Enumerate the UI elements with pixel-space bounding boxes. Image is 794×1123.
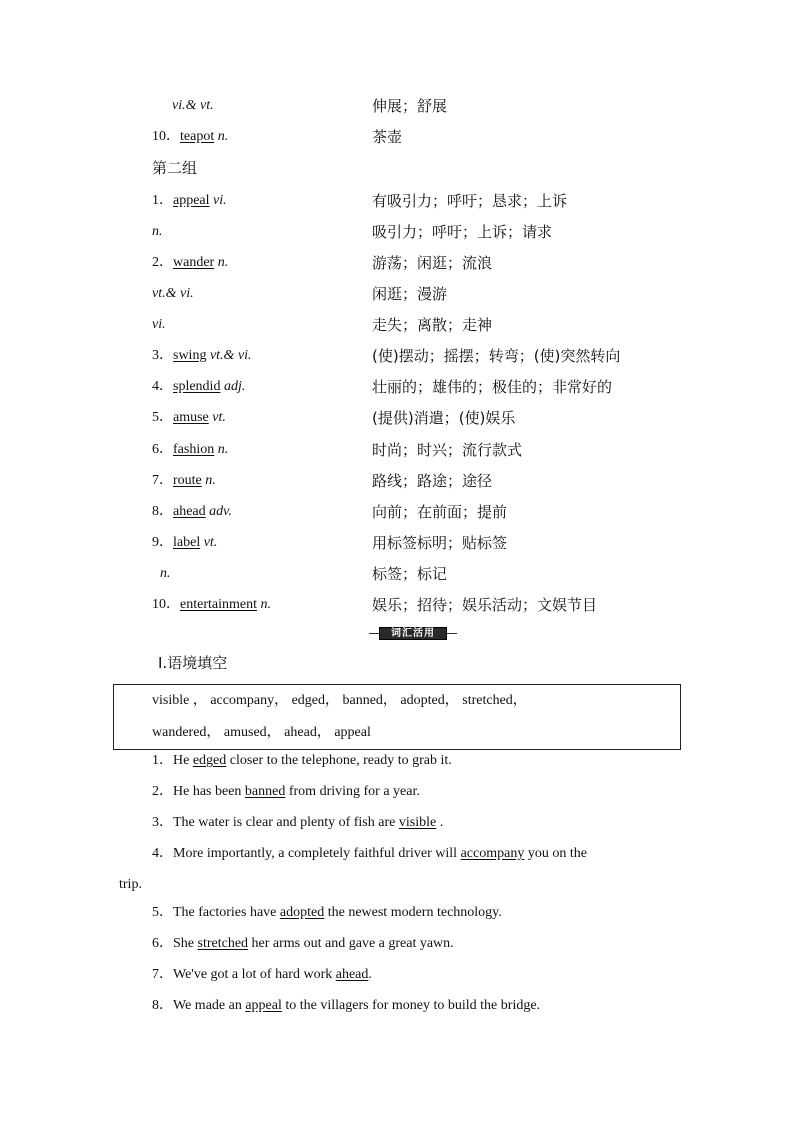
word-meaning: 游荡；闲逛；流浪 (372, 254, 493, 272)
vocab-row (0, 500, 794, 524)
vocab-row (0, 251, 794, 275)
exercise-item (152, 813, 443, 833)
sentence-text: We've got a lot of hard work (173, 967, 336, 982)
answer-blank: ahead (335, 967, 369, 982)
word-meaning: 吸引力；呼吁；上诉；请求 (372, 223, 553, 241)
vocab-entry (152, 189, 227, 213)
vocab-word: swing (173, 348, 207, 363)
vocab-row (0, 125, 794, 149)
vocab-entry (152, 469, 216, 493)
item-number: 7． (152, 967, 173, 982)
word-meaning: 壮丽的；雄伟的；极佳的；非常好的 (372, 378, 613, 396)
sentence-text: He has been (173, 784, 245, 799)
part-of-speech: n. (260, 597, 271, 612)
vocab-entry (152, 500, 232, 524)
part-of-speech: n. (205, 473, 216, 488)
vocab-row (0, 282, 794, 306)
vocab-entry (152, 406, 226, 430)
answer-blank: banned (244, 784, 286, 799)
vocab-row (0, 562, 794, 586)
answer-blank: accompany (460, 846, 525, 861)
word-meaning: 路线；路途；途径 (372, 472, 493, 490)
sentence-text: She (173, 936, 198, 951)
word-meaning: 娱乐；招待；娱乐活动；文娱节目 (372, 596, 598, 614)
vocab-word: label (173, 535, 201, 550)
vocab-entry (152, 438, 228, 462)
item-number: 1． (152, 193, 173, 208)
vocab-row (0, 438, 794, 462)
item-number: 6． (152, 936, 173, 951)
item-number: 10． (152, 129, 180, 144)
sentence-text: The factories have (173, 905, 280, 920)
item-number: 3． (152, 815, 173, 830)
vocab-row (0, 313, 794, 337)
vocab-word: teapot (180, 129, 215, 144)
vocab-entry (152, 125, 228, 149)
vocab-row (0, 375, 794, 399)
answer-blank: stretched (197, 936, 249, 951)
answer-blank: visible (398, 815, 437, 830)
group-heading: 第二组 (152, 159, 198, 177)
sentence-text: . (368, 967, 372, 982)
answer-blank: adopted (279, 905, 325, 920)
item-number: 2． (152, 255, 173, 270)
vocab-word: ahead (173, 504, 206, 519)
item-number: 9． (152, 535, 173, 550)
part-of-speech: n. (152, 224, 163, 239)
item-number: 8． (152, 504, 173, 519)
item-number: 10． (152, 597, 180, 612)
part-of-speech: vi. (213, 193, 227, 208)
part-of-speech: vt. (212, 410, 226, 425)
vocab-word: route (173, 473, 202, 488)
item-number: 8． (152, 998, 173, 1013)
vocab-row (0, 94, 794, 118)
vocab-row (0, 344, 794, 368)
exercise-item (152, 903, 502, 923)
word-meaning: 时尚；时兴；流行款式 (372, 441, 523, 459)
exercise-item (152, 965, 372, 985)
part-of-speech: n. (217, 255, 229, 270)
sentence-text: We made an (173, 998, 246, 1013)
item-number: 2． (152, 784, 173, 799)
vocab-word: fashion (173, 442, 215, 457)
word-bank-line: visible ， accompany， edged， banned， adopted， stretched， (152, 693, 527, 708)
vocab-word: appeal (173, 193, 210, 208)
item-number: 1． (152, 753, 173, 768)
vocab-entry (152, 531, 217, 555)
vocab-row (0, 469, 794, 493)
sentence-text: the newest modern technology. (324, 905, 502, 920)
part-of-speech: vi. (152, 317, 166, 332)
item-number: 5． (152, 410, 173, 425)
word-meaning: 有吸引力；呼吁；恳求；上诉 (372, 192, 568, 210)
word-meaning: 用标签标明；贴标签 (372, 534, 508, 552)
word-meaning: (提供)消遣；(使)娱乐 (372, 409, 516, 427)
item-number: 7． (152, 473, 173, 488)
word-meaning: 标签；标记 (372, 565, 448, 583)
sentence-text: He (173, 753, 193, 768)
sentence-part: More importantly, a completely faithful driver will (173, 846, 461, 861)
answer-blank: edged (192, 753, 227, 768)
sentence-text: from driving for a year. (285, 784, 420, 799)
sentence-part: you on the (524, 846, 587, 861)
item-number: 6． (152, 442, 173, 457)
word-bank-line: wandered， amused， ahead， appeal (152, 725, 371, 740)
vocab-row (0, 531, 794, 555)
word-meaning: (使)摆动；摇摆；转弯；(使)突然转向 (372, 347, 621, 365)
exercise-item (152, 934, 454, 954)
part-of-speech: n. (217, 442, 229, 457)
item-number: 4． (152, 379, 173, 394)
vocab-entry (152, 593, 271, 617)
exercise-item (152, 751, 452, 771)
item-number: 3． (152, 348, 173, 363)
part-of-speech: vt. (203, 535, 218, 550)
exercise-item (152, 782, 420, 802)
vocab-word: splendid (173, 379, 221, 394)
part-of-speech: vt.& vi. (152, 286, 194, 301)
answer-blank: appeal (245, 998, 282, 1013)
section-banner (369, 627, 457, 640)
part-of-speech: adj. (223, 379, 246, 394)
sentence-text: closer to the telephone, ready to grab it. (226, 753, 452, 768)
part-of-speech: n. (160, 566, 171, 581)
vocab-entry (152, 344, 252, 368)
part-of-speech: adv. (209, 504, 232, 519)
exercise-continuation: trip. (119, 877, 142, 892)
sentence-text: to the villagers for money to build the bridge. (281, 998, 541, 1013)
sentence-text: . (436, 815, 444, 830)
word-meaning: 伸展；舒展 (372, 97, 448, 115)
sentence-text: her arms out and gave a great yawn. (248, 936, 454, 951)
word-meaning: 走失；离散；走神 (372, 316, 493, 334)
vocab-row (0, 220, 794, 244)
vocab-word: wander (173, 255, 215, 270)
vocab-entry (152, 375, 245, 399)
section-title: Ⅰ.语境填空 (158, 654, 228, 672)
vocab-row (0, 593, 794, 617)
word-meaning: 闲逛；漫游 (372, 285, 448, 303)
sentence-text: The water is clear and plenty of fish are (173, 815, 399, 830)
banner-label: 词汇活用 (379, 627, 447, 640)
vocab-row (0, 189, 794, 213)
vocab-word: entertainment (180, 597, 257, 612)
item-number: 4． (152, 846, 173, 861)
item-number: 5． (152, 905, 173, 920)
part-of-speech: n. (217, 129, 229, 144)
part-of-speech: vi.& vt. (172, 98, 214, 113)
part-of-speech: vt.& vi. (209, 348, 252, 363)
vocab-row (0, 406, 794, 430)
exercise-item (152, 844, 672, 864)
vocab-word: amuse (173, 410, 209, 425)
exercise-item (152, 996, 540, 1016)
word-bank (113, 684, 681, 750)
word-meaning: 茶壶 (372, 128, 403, 146)
word-meaning: 向前；在前面；提前 (372, 503, 508, 521)
sentence-text (152, 844, 587, 864)
vocab-entry (152, 251, 228, 275)
